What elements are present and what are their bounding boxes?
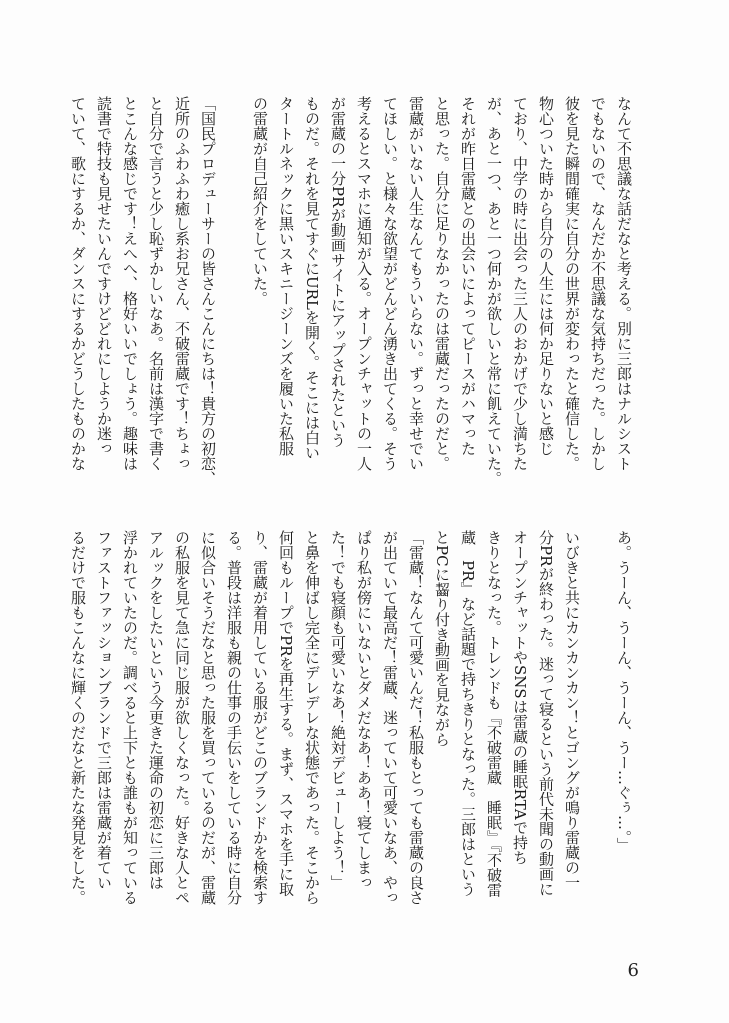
text-line: の雷蔵が自己紹介をしていた。: [251, 96, 269, 306]
text-line: オープンチャットやSNSは雷蔵の睡眠RTAで持ち: [511, 530, 529, 865]
text-line: でもないので、なんだか不思議な気持ちだった。しかし: [589, 96, 607, 471]
text-line: それが昨日雷蔵との出会いによってピースがハマった: [459, 96, 477, 456]
lower-text-block: [69, 530, 637, 910]
text-line: 「国民プロデューサーの皆さんこんにちは！貴方の初恋、: [199, 96, 217, 486]
text-line: 「雷蔵！なんて可愛いんだ！私服もとっても雷蔵の良さ: [407, 530, 425, 905]
text-line: 何回もループでPRを再生する。まず、スマホを手に取: [277, 530, 295, 897]
text-line: ファストファッションブランドで三郎は雷蔵が着てい: [95, 530, 113, 890]
text-line: アルックをしたいという今更きた運命の初恋に三郎は: [147, 530, 165, 890]
text-line: の私服を見て急に同じ服が欲しくなった。好きな人とペ: [173, 530, 191, 905]
text-line: タートルネックに黒いスキニージーンズを履いた私服: [277, 96, 295, 456]
text-line: り、雷蔵が着用している服がどこのブランドかを検索す: [251, 530, 269, 905]
text-line: と思った。自分に足りなかったのは雷蔵だったのだと。: [433, 96, 451, 471]
text-line: 分PRが終わった。迷って寝るという前代未聞の動画に: [537, 530, 555, 897]
text-line: と鼻を伸ばし完全にデレデレな状態であった。そこから: [303, 530, 321, 905]
text-line: ていて、歌にするか、ダンスにするかどうしたものかな: [69, 96, 87, 471]
text-line: が、あと一つ、あと一つ何かが欲しいと常に飢えていた。: [485, 96, 503, 486]
text-line: が出ていて最高だ！雷蔵、迷っていて可愛いなあ、やっ: [381, 530, 399, 905]
text-line: てほしい。と様々な欲望がどんどん湧き出てくる。そう: [381, 96, 399, 471]
text-line: た！でも寝顔も可愛いなあ！絶対デビューしよう！」: [329, 530, 347, 890]
text-line: 近所のふわふわ癒し系お兄さん、不破雷蔵です！ちょっ: [173, 96, 191, 471]
text-line: 読書で特技も見せたいんですけどどれにしようか迷っ: [95, 96, 113, 456]
text-line: と自分で言うと少し恥ずかしいなあ。名前は漢字で書く: [147, 96, 165, 471]
text-line: とこんな感じです！えへへ、格好いいでしょう。趣味は: [121, 96, 139, 471]
text-line: いびきと共にカンカンカン！とゴングが鳴り雷蔵の一: [563, 530, 581, 890]
text-line: 雷蔵がいない人生なんてもういらない。ずっと幸せでい: [407, 96, 425, 471]
text-line: 物心ついた時から自分の人生には何か足りないと感じ: [537, 96, 555, 456]
text-line: ており、中学の時に出会った三人のおかげで少し満ちた: [511, 96, 529, 471]
blank-line: [585, 530, 611, 910]
upper-text-block: [69, 96, 637, 506]
text-line: ものだ。それを見てすぐにURLを開く。そこには白い: [303, 96, 321, 460]
text-line: が雷蔵の一分PRが動画サイトにアップされたという: [329, 96, 347, 448]
text-line: るだけで服もこんなに輝くのだなと新たな発見をした。: [69, 530, 87, 905]
text-line: 浮かれていたのだ。調べると上下とも誰もが知っている: [121, 530, 139, 905]
blank-line: [221, 96, 247, 506]
text-line: る。普段は洋服も親の仕事の手伝いをしている時に自分: [225, 530, 243, 905]
text-line: きりとなった。トレンドも『不破雷蔵 睡眠』『不破雷: [485, 530, 503, 898]
page-number: 6: [627, 960, 639, 981]
text-line: ぱり私が傍にいないとダメだなあ！ああ！寝てしまっ: [355, 530, 373, 890]
text-line: 蔵 PR』など話題で持ちきりとなった。三郎はという: [459, 530, 477, 897]
text-line: なんて不思議な話だなと考える。別に三郎はナルシスト: [615, 96, 633, 471]
text-line: 考えるとスマホに通知が入る。オープンチャットの一人: [355, 96, 373, 471]
text-line: とPCに齧り付き動画を見ながら: [433, 530, 451, 747]
text-line: に似合いそうだなと思った服を買っているのだが、雷蔵: [199, 530, 217, 905]
text-line: 彼を見た瞬間確実に自分の世界が変わったと確信した。: [563, 96, 581, 471]
text-line: あ。うーん、うーん、うーん、うー…ぐぅ…。」: [615, 530, 633, 853]
